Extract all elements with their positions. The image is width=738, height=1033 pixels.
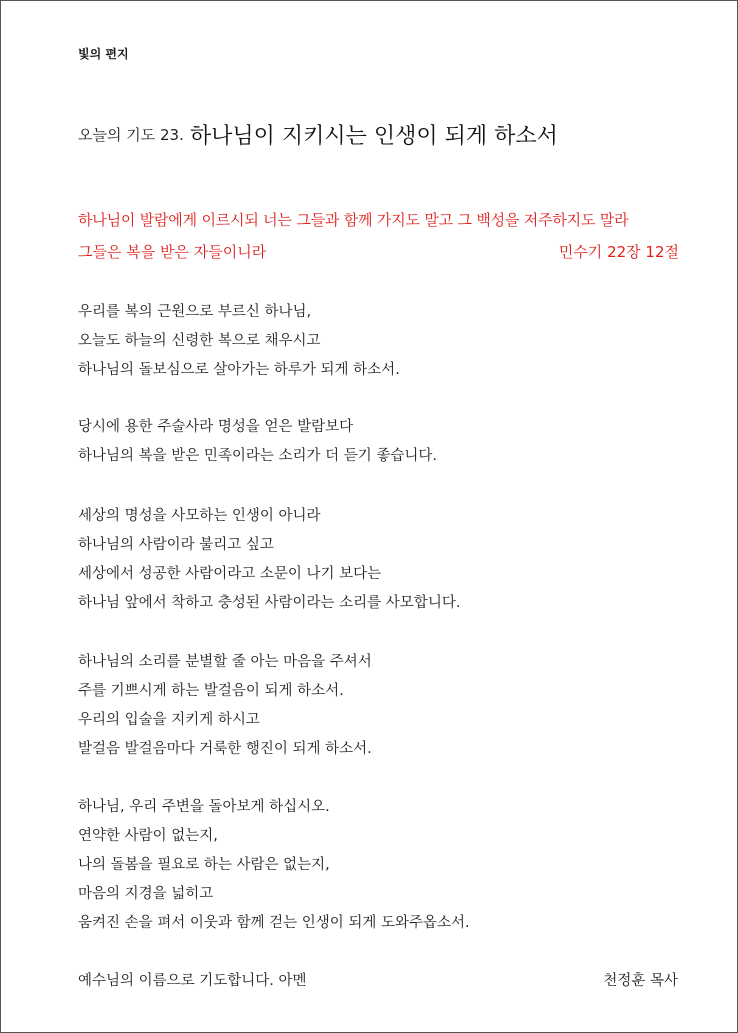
prayer-line: 오늘도 하늘의 신령한 복으로 채우시고 [78,333,321,349]
prayer-line: 당시에 용한 주술사라 명성을 얻은 발람보다 [78,419,354,435]
prayer-line: 연약한 사람이 없는지, [78,828,218,844]
prayer-line: 주를 기쁘시게 하는 발걸음이 되게 하소서. [78,683,344,699]
brand-title: 빛의 편지 [78,47,129,61]
prayer-number: 오늘의 기도 23. [78,126,184,144]
prayer-line: 하나님의 돌보심으로 살아가는 하루가 되게 하소서. [78,362,400,378]
scripture-reference: 민수기 22장 12절 [558,243,679,261]
prayer-line: 하나님의 소리를 분별할 줄 아는 마음을 주셔서 [78,654,372,670]
prayer-line: 마음의 지경을 넓히고 [78,886,214,902]
scripture-verse-line-1: 하나님이 발람에게 이르시되 너는 그들과 함께 가지도 말고 그 백성을 저주하지도 말라 [78,211,629,229]
scripture-verse-line-2-text: 그들은 복을 받은 자들이니라 [78,243,267,261]
prayer-heading: 하나님이 지키시는 인생이 되게 하소서 [189,124,558,149]
prayer-line: 우리를 복의 근원으로 부르신 하나님, [78,304,312,320]
prayer-line: 우리의 입술을 지키게 하시고 [78,712,260,728]
closing-amen: 예수님의 이름으로 기도합니다. 아멘 [78,973,307,989]
prayer-title [78,119,558,150]
prayer-line: 하나님 앞에서 착하고 충성된 사람이라는 소리를 사모합니다. [78,595,461,611]
scripture-verse-line-2 [78,241,679,262]
prayer-line: 하나님의 복을 받은 민족이라는 소리가 더 듣기 좋습니다. [78,448,438,464]
prayer-line: 하나님, 우리 주변을 돌아보게 하십시오. [78,799,330,815]
author-name: 천정훈 목사 [603,973,678,989]
prayer-line: 발걸음 발걸음마다 거룩한 행진이 되게 하소서. [78,741,372,757]
prayer-line: 하나님의 사람이라 불리고 싶고 [78,537,274,553]
prayer-line: 세상에서 성공한 사람이라고 소문이 나기 보다는 [78,566,382,582]
prayer-line: 나의 돌봄을 필요로 하는 사람은 없는지, [78,857,330,873]
prayer-line: 세상의 명성을 사모하는 인생이 아니라 [78,508,321,524]
prayer-line: 움켜진 손을 펴서 이웃과 함께 걷는 인생이 되게 도와주옵소서. [78,915,470,931]
